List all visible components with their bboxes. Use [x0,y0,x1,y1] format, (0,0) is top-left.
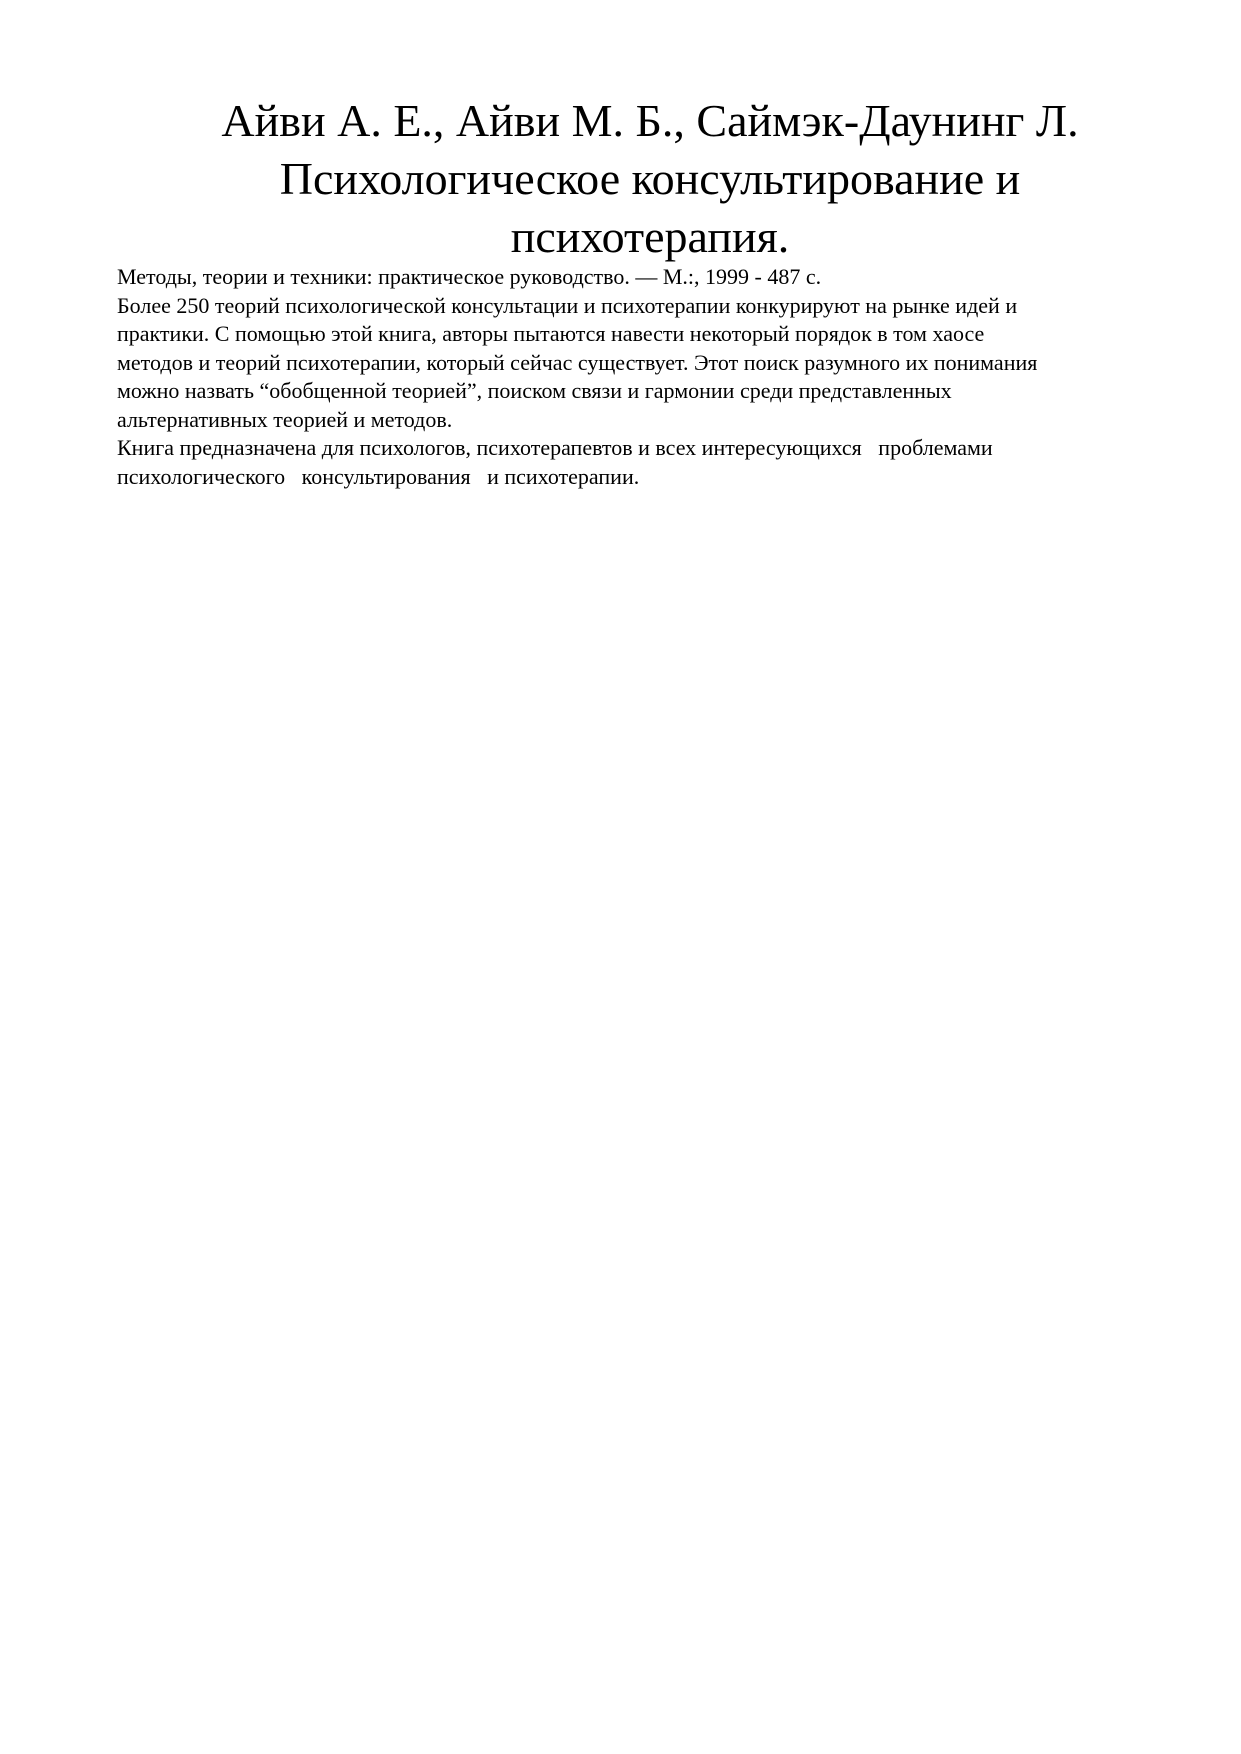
description-line: можно назвать “обобщенной теорией”, поиском связи и гармонии среди представленных [117,378,952,403]
description-line: альтернативных теорией и методов. [117,406,453,432]
title-authors: Айви А. Е., Айви М. Б., Саймэк-Даунинг Л. [221,95,1079,146]
book-description [117,263,1167,491]
book-title [140,92,1160,266]
description-line: практики. С помощью этой книга, авторы пытаются навести некоторый порядок в том хаосе [117,321,985,346]
title-name-line-1: Психологическое консультирование и [279,153,1021,204]
publication-info: Методы, теории и техники: практическое руководство. — М.:, 1999 - 487 с. [117,264,822,289]
audience-line: Книга предназначена для психологов, психотерапевтов и всех интересующихся проблемами [117,435,993,460]
audience-line: психологического консультирования и психотерапии. [117,463,640,489]
description-line: методов и теорий психотерапии, который сейчас существует. Этот поиск разумного их понимания [117,349,1038,375]
title-name-line-2: психотерапия. [510,211,790,262]
description-line: Более 250 теорий психологической консультации и психотерапии конкурируют на рынке идей и [117,292,1018,318]
